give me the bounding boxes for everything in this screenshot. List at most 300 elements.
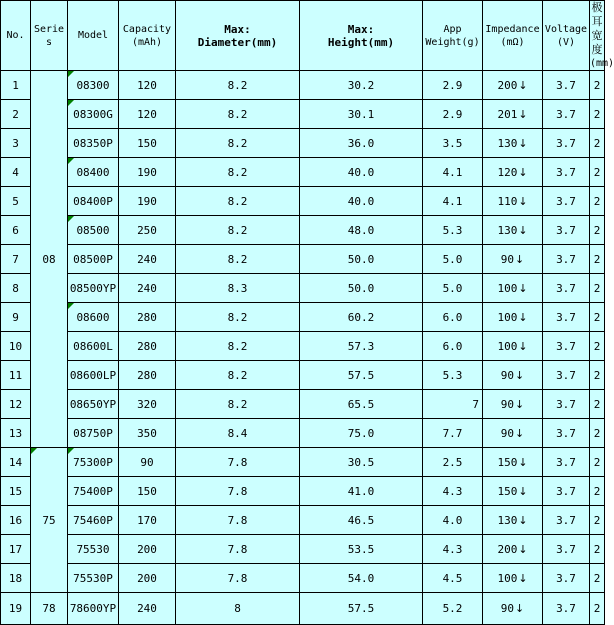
cell-capacity-text: 240: [137, 252, 157, 266]
cell-weight-text: 4.3: [442, 542, 463, 556]
cell-model-text: 08500YP: [69, 281, 117, 295]
cell-tab-width: [590, 187, 605, 216]
cell-weight: [423, 303, 483, 332]
down-arrow-icon: ↓: [518, 107, 528, 121]
cell-weight: [423, 361, 483, 390]
cell-voltage-text: 3.7: [556, 339, 576, 353]
cell-weight-text: 5.3: [442, 368, 463, 382]
cell-capacity-text: 240: [137, 281, 157, 295]
cell-impedance-text: 130: [497, 513, 518, 527]
cell-model-text: 75530P: [73, 571, 113, 585]
cell-impedance: [483, 100, 543, 129]
cell-voltage: [543, 71, 590, 100]
down-arrow-icon: ↓: [518, 542, 528, 556]
cell-capacity: [119, 274, 176, 303]
cell-diameter-text: 8.2: [227, 223, 248, 237]
cell-weight-text: 4.1: [442, 194, 463, 208]
cell-voltage-text: 3.7: [556, 513, 576, 527]
cell-voltage-text: 3.7: [556, 223, 576, 237]
cell-no: [1, 71, 31, 100]
cell-impedance-text: 201: [497, 107, 518, 121]
table-row: [1, 564, 605, 593]
cell-voltage: [543, 216, 590, 245]
cell-model-text: 75300P: [73, 455, 113, 469]
cell-diameter-text: 7.8: [227, 455, 248, 469]
cell-weight: [423, 274, 483, 303]
cell-model-text: 78600YP: [69, 602, 117, 615]
cell-tab-width: [590, 477, 605, 506]
cell-diameter-text: 8.2: [227, 310, 248, 324]
cell-capacity-text: 200: [137, 571, 157, 585]
cell-tab-width-text: 2: [593, 194, 601, 208]
cell-diameter: [176, 535, 300, 564]
cell-model: [68, 332, 119, 361]
cell-model: [68, 245, 119, 274]
cell-model-text: 75530: [76, 542, 110, 556]
table-row: [1, 158, 605, 187]
cell-capacity: [119, 477, 176, 506]
cell-tab-width: [590, 448, 605, 477]
cell-weight: [423, 129, 483, 158]
cell-voltage: [543, 593, 590, 625]
cell-diameter: [176, 332, 300, 361]
cell-capacity: [119, 332, 176, 361]
cell-height-text: 65.5: [347, 397, 375, 411]
cell-voltage-text: 3.7: [556, 455, 576, 469]
cell-impedance: [483, 448, 543, 477]
comment-marker-icon: [68, 448, 74, 454]
cell-height-text: 60.2: [347, 310, 375, 324]
cell-voltage-text: 3.7: [556, 281, 576, 295]
cell-tab-width: [590, 564, 605, 593]
cell-capacity-text: 200: [137, 542, 157, 556]
cell-height-text: 40.0: [347, 194, 375, 208]
cell-impedance-text: 110: [497, 194, 518, 208]
cell-capacity-text: 190: [137, 165, 157, 179]
cell-tab-width: [590, 303, 605, 332]
comment-marker-icon: [68, 71, 74, 77]
cell-tab-width: [590, 216, 605, 245]
cell-height: [300, 361, 423, 390]
header-height: Max: Height(mm): [300, 1, 423, 71]
cell-weight: [423, 535, 483, 564]
cell-model-text: 08400: [76, 165, 110, 179]
cell-voltage: [543, 390, 590, 419]
cell-tab-width-text: 2: [593, 368, 601, 382]
cell-height: [300, 158, 423, 187]
cell-voltage-text: 3.7: [556, 310, 576, 324]
cell-height-text: 50.0: [347, 281, 375, 295]
cell-model: [68, 187, 119, 216]
cell-no-text: 2: [12, 107, 19, 121]
cell-height-text: 54.0: [347, 571, 375, 585]
cell-weight-text: 2.9: [442, 107, 463, 121]
cell-tab-width-text: 2: [593, 602, 601, 615]
cell-height-text: 53.5: [347, 542, 375, 556]
cell-model: [68, 390, 119, 419]
cell-no-text: 12: [8, 397, 23, 411]
cell-weight-text: 5.0: [442, 281, 463, 295]
cell-no: [1, 332, 31, 361]
cell-weight: [423, 187, 483, 216]
cell-height: [300, 535, 423, 564]
cell-height: [300, 506, 423, 535]
cell-model-text: 08750P: [73, 426, 113, 440]
cell-tab-width-text: 2: [593, 252, 601, 266]
cell-tab-width: [590, 158, 605, 187]
header-capacity: Capacity (mAh): [119, 1, 176, 71]
cell-diameter: [176, 216, 300, 245]
cell-no: [1, 129, 31, 158]
cell-no-text: 18: [8, 571, 23, 585]
cell-capacity-text: 150: [137, 136, 157, 150]
cell-diameter-text: 7.8: [227, 542, 248, 556]
cell-tab-width-text: 2: [593, 339, 601, 353]
cell-tab-width-text: 2: [593, 281, 601, 295]
cell-capacity: [119, 216, 176, 245]
header-voltage: Voltage (V): [543, 1, 590, 71]
cell-tab-width: [590, 332, 605, 361]
cell-height: [300, 187, 423, 216]
cell-weight-text: 7.7: [442, 426, 463, 440]
cell-height-text: 75.0: [347, 426, 375, 440]
cell-no: [1, 535, 31, 564]
cell-model-text: 75400P: [73, 484, 113, 498]
cell-voltage: [543, 477, 590, 506]
cell-impedance: [483, 390, 543, 419]
cell-model-text: 75460P: [73, 513, 113, 527]
cell-series: [31, 71, 68, 448]
cell-voltage: [543, 419, 590, 448]
table-body: [1, 71, 605, 625]
table-row: [1, 216, 605, 245]
cell-impedance: [483, 564, 543, 593]
cell-diameter: [176, 390, 300, 419]
cell-diameter-text: 7.8: [227, 571, 248, 585]
cell-capacity-text: 320: [137, 397, 157, 411]
cell-model: [68, 71, 119, 100]
cell-tab-width: [590, 274, 605, 303]
cell-voltage-text: 3.7: [556, 602, 576, 615]
cell-capacity: [119, 390, 176, 419]
cell-diameter-text: 8.2: [227, 194, 248, 208]
cell-impedance-text: 100: [497, 281, 518, 295]
cell-weight: [423, 477, 483, 506]
header-impedance: Impedance (mΩ): [483, 1, 543, 71]
cell-tab-width-text: 2: [593, 310, 601, 324]
cell-model: [68, 361, 119, 390]
cell-model: [68, 477, 119, 506]
cell-impedance: [483, 158, 543, 187]
cell-voltage: [543, 158, 590, 187]
down-arrow-icon: ↓: [518, 281, 528, 295]
cell-capacity: [119, 158, 176, 187]
cell-capacity: [119, 187, 176, 216]
cell-height-text: 46.5: [347, 513, 375, 527]
down-arrow-icon: ↓: [518, 136, 528, 150]
cell-impedance: [483, 245, 543, 274]
cell-capacity: [119, 129, 176, 158]
cell-tab-width-text: 2: [593, 542, 601, 556]
table-row: [1, 245, 605, 274]
down-arrow-icon: ↓: [518, 194, 528, 208]
table-row: [1, 477, 605, 506]
cell-capacity: [119, 448, 176, 477]
cell-impedance-text: 100: [497, 310, 518, 324]
cell-weight-text: 4.5: [442, 571, 463, 585]
cell-no-text: 6: [12, 223, 19, 237]
down-arrow-icon: ↓: [518, 513, 528, 527]
cell-impedance: [483, 332, 543, 361]
cell-voltage: [543, 361, 590, 390]
cell-weight: [423, 448, 483, 477]
cell-no: [1, 100, 31, 129]
table-row: [1, 303, 605, 332]
cell-height-text: 50.0: [347, 252, 375, 266]
cell-capacity: [119, 100, 176, 129]
cell-tab-width-text: 2: [593, 78, 601, 92]
cell-height: [300, 71, 423, 100]
cell-capacity: [119, 506, 176, 535]
cell-diameter: [176, 245, 300, 274]
cell-voltage-text: 3.7: [556, 542, 576, 556]
cell-diameter: [176, 564, 300, 593]
cell-model: [68, 506, 119, 535]
cell-no-text: 16: [8, 513, 23, 527]
cell-voltage-text: 3.7: [556, 397, 576, 411]
cell-capacity-text: 150: [137, 484, 157, 498]
cell-model: [68, 419, 119, 448]
cell-no: [1, 506, 31, 535]
table-row: [1, 71, 605, 100]
cell-tab-width: [590, 535, 605, 564]
cell-no: [1, 245, 31, 274]
cell-diameter-text: 8.3: [227, 281, 248, 295]
cell-model-text: 08300G: [73, 107, 113, 121]
header-diameter: Max: Diameter(mm): [176, 1, 300, 71]
cell-no: [1, 477, 31, 506]
cell-weight: [423, 245, 483, 274]
down-arrow-icon: ↓: [518, 165, 528, 179]
cell-impedance: [483, 129, 543, 158]
cell-impedance-text: 130: [497, 136, 518, 150]
cell-capacity: [119, 361, 176, 390]
cell-height-text: 57.5: [347, 602, 375, 615]
cell-diameter-text: 8.4: [227, 426, 248, 440]
cell-height-text: 36.0: [347, 136, 375, 150]
cell-model: [68, 448, 119, 477]
cell-weight-text: 5.2: [442, 602, 463, 615]
down-arrow-icon: ↓: [515, 426, 525, 440]
cell-diameter-text: 8.2: [227, 136, 248, 150]
cell-capacity: [119, 245, 176, 274]
cell-impedance: [483, 361, 543, 390]
cell-voltage-text: 3.7: [556, 252, 576, 266]
cell-diameter: [176, 477, 300, 506]
cell-no: [1, 274, 31, 303]
cell-weight-text: 5.0: [442, 252, 463, 266]
cell-diameter: [176, 361, 300, 390]
cell-tab-width-text: 2: [593, 571, 601, 585]
cell-weight-text: 6.0: [442, 310, 463, 324]
cell-impedance-text: 90: [500, 426, 515, 440]
cell-diameter: [176, 187, 300, 216]
cell-series: [31, 593, 68, 625]
cell-voltage-text: 3.7: [556, 484, 576, 498]
cell-weight-text: 6.0: [442, 339, 463, 353]
cell-tab-width-text: 2: [593, 136, 601, 150]
cell-diameter-text: 8.2: [227, 252, 248, 266]
table-row: [1, 361, 605, 390]
cell-voltage: [543, 245, 590, 274]
cell-tab-width: [590, 100, 605, 129]
cell-tab-width-text: 2: [593, 484, 601, 498]
cell-height: [300, 100, 423, 129]
cell-tab-width-text: 2: [593, 223, 601, 237]
cell-impedance-text: 90: [500, 368, 515, 382]
cell-height: [300, 593, 423, 625]
cell-diameter: [176, 158, 300, 187]
cell-diameter-text: 8.2: [227, 397, 248, 411]
cell-series-text: 08: [42, 252, 56, 266]
cell-tab-width: [590, 71, 605, 100]
cell-height: [300, 419, 423, 448]
cell-height: [300, 129, 423, 158]
cell-impedance: [483, 535, 543, 564]
cell-height: [300, 477, 423, 506]
cell-height-text: 30.5: [347, 455, 375, 469]
cell-diameter-text: 8.2: [227, 107, 248, 121]
cell-no: [1, 593, 31, 625]
cell-model: [68, 100, 119, 129]
cell-diameter: [176, 71, 300, 100]
cell-diameter: [176, 303, 300, 332]
cell-model: [68, 274, 119, 303]
table-row: [1, 535, 605, 564]
cell-no-text: 14: [8, 455, 23, 469]
cell-tab-width-text: 2: [593, 397, 601, 411]
cell-model-text: 08350P: [73, 136, 113, 150]
cell-impedance: [483, 477, 543, 506]
cell-diameter-text: 7.8: [227, 513, 248, 527]
down-arrow-icon: ↓: [515, 252, 525, 266]
cell-diameter-text: 8.2: [227, 339, 248, 353]
cell-no-text: 1: [12, 78, 19, 92]
cell-no-text: 13: [8, 426, 23, 440]
cell-capacity-text: 90: [140, 455, 154, 469]
cell-weight-text: 7: [472, 397, 479, 411]
cell-capacity-text: 280: [137, 310, 157, 324]
cell-voltage-text: 3.7: [556, 165, 576, 179]
cell-impedance-text: 100: [497, 339, 518, 353]
cell-voltage: [543, 564, 590, 593]
cell-voltage: [543, 303, 590, 332]
cell-voltage-text: 3.7: [556, 78, 576, 92]
cell-no-text: 3: [12, 136, 19, 150]
cell-capacity-text: 350: [137, 426, 157, 440]
cell-capacity-text: 250: [137, 223, 157, 237]
cell-model-text: 08650YP: [69, 397, 117, 411]
cell-no-text: 17: [8, 542, 23, 556]
header-no: No.: [1, 1, 31, 71]
cell-weight: [423, 71, 483, 100]
cell-impedance-text: 120: [497, 165, 518, 179]
cell-model-text: 08300: [76, 78, 110, 92]
cell-weight-text: 3.5: [442, 136, 463, 150]
cell-no-text: 8: [12, 281, 19, 295]
cell-impedance-text: 100: [497, 571, 518, 585]
cell-series-text: 75: [42, 513, 56, 527]
down-arrow-icon: ↓: [518, 78, 528, 92]
cell-height-text: 41.0: [347, 484, 375, 498]
cell-no: [1, 216, 31, 245]
cell-diameter: [176, 274, 300, 303]
cell-voltage: [543, 274, 590, 303]
cell-capacity: [119, 593, 176, 625]
cell-model: [68, 158, 119, 187]
cell-tab-width: [590, 245, 605, 274]
down-arrow-icon: ↓: [515, 397, 525, 411]
comment-marker-icon: [68, 158, 74, 164]
down-arrow-icon: ↓: [518, 310, 528, 324]
table-row: [1, 390, 605, 419]
cell-model: [68, 535, 119, 564]
cell-height-text: 57.3: [347, 339, 375, 353]
cell-voltage-text: 3.7: [556, 368, 576, 382]
cell-weight-text: 5.3: [442, 223, 463, 237]
cell-capacity-text: 120: [137, 107, 157, 121]
cell-tab-width: [590, 361, 605, 390]
cell-capacity: [119, 564, 176, 593]
cell-impedance: [483, 274, 543, 303]
cell-capacity-text: 280: [137, 368, 157, 382]
table-row: [1, 448, 605, 477]
cell-no: [1, 419, 31, 448]
cell-impedance: [483, 419, 543, 448]
cell-tab-width: [590, 506, 605, 535]
cell-height: [300, 564, 423, 593]
header-series: Serie s: [31, 1, 68, 71]
cell-weight-text: 4.0: [442, 513, 463, 527]
cell-model-text: 08400P: [73, 194, 113, 208]
cell-height-text: 48.0: [347, 223, 375, 237]
comment-marker-icon: [68, 100, 74, 106]
cell-voltage-text: 3.7: [556, 426, 576, 440]
cell-height: [300, 332, 423, 361]
cell-impedance-text: 150: [497, 484, 518, 498]
cell-diameter-text: 8.2: [227, 78, 248, 92]
header-tab-width: 极耳宽度 (mm): [590, 1, 614, 69]
table-row: [1, 419, 605, 448]
cell-diameter-text: 8.2: [227, 165, 248, 179]
table-row: [1, 506, 605, 535]
cell-impedance-text: 200: [497, 78, 518, 92]
cell-height: [300, 303, 423, 332]
table-row: [1, 100, 605, 129]
cell-model: [68, 564, 119, 593]
cell-no-text: 9: [12, 310, 19, 324]
cell-weight: [423, 564, 483, 593]
cell-height-text: 40.0: [347, 165, 375, 179]
cell-diameter: [176, 506, 300, 535]
cell-diameter: [176, 129, 300, 158]
cell-weight: [423, 100, 483, 129]
cell-capacity: [119, 535, 176, 564]
cell-no: [1, 361, 31, 390]
cell-tab-width: [590, 593, 605, 625]
cell-weight: [423, 506, 483, 535]
cell-diameter-text: 7.8: [227, 484, 248, 498]
